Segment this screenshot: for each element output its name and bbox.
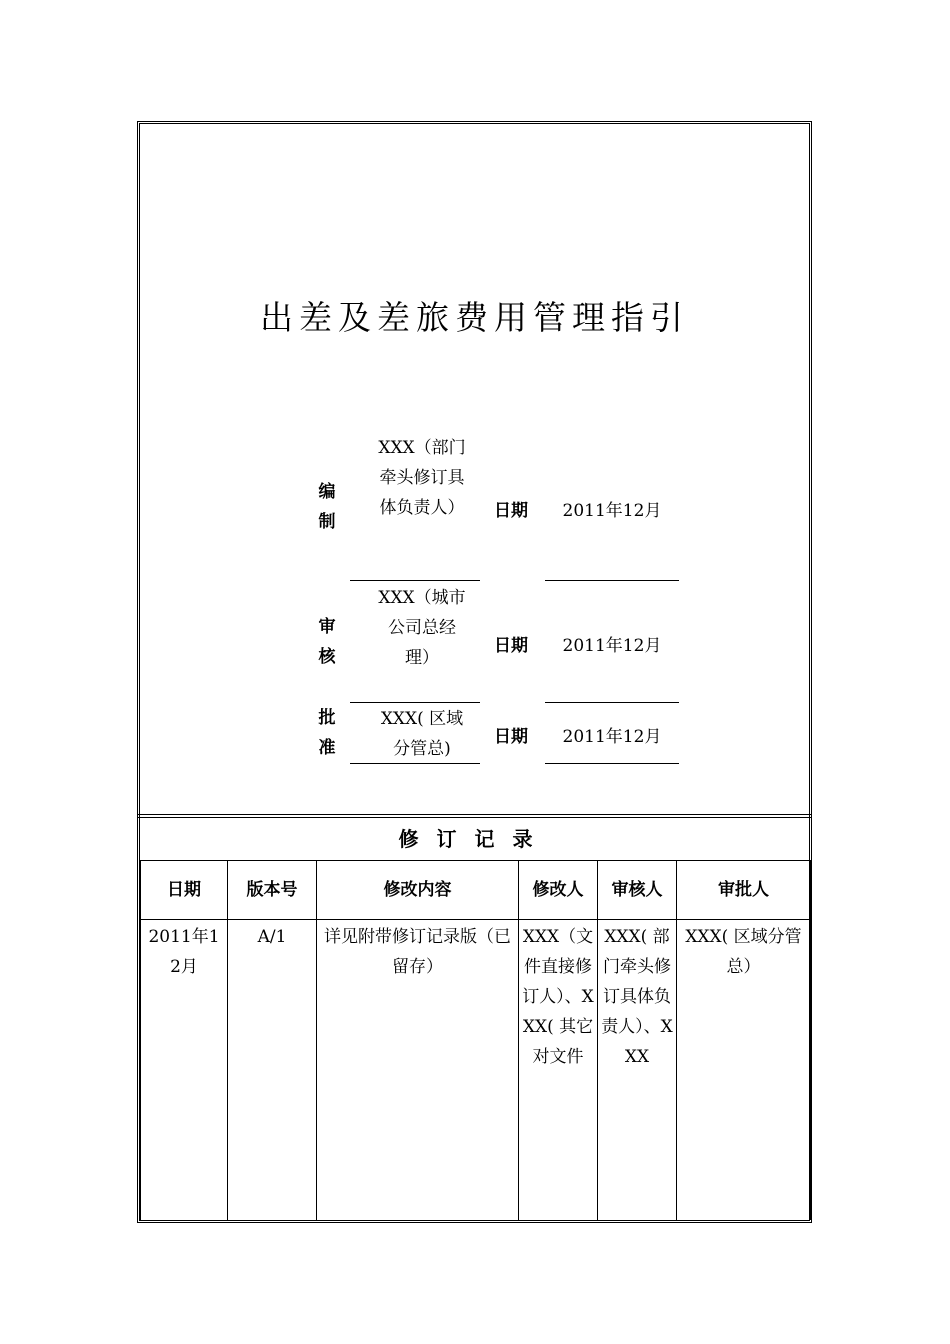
column-header: 审核人 [598,861,677,920]
label-char: 核 [318,647,336,667]
date-label: 日期 [494,501,528,521]
date-value: 2011年12月 [562,727,662,747]
table-cell: 2011年12月 [141,920,228,1221]
label-char: 审 [318,617,336,637]
approval-label-review [307,612,347,672]
document-title: 出差及差旅费用管理指引 [260,298,689,337]
table-header-row [141,861,811,920]
column-header: 日期 [141,861,228,920]
label-char: 编 [318,482,336,502]
column-header: 版本号 [228,861,317,920]
date-value: 2011年12月 [562,636,662,656]
date-label: 日期 [494,636,528,656]
date-line [545,580,679,581]
signature-line [350,580,480,581]
label-char: 准 [318,738,336,758]
signature-line [350,702,480,703]
table-cell: A/1 [228,920,317,1221]
signature-line [350,763,480,764]
table-row [141,920,811,1221]
table-cell: XXX( 部门牵头修订具体负责人）、XXX [598,920,677,1221]
table-cell: XXX( 区域分管总） [677,920,811,1221]
column-header: 审批人 [677,861,811,920]
revision-record-title: 修订记录 [398,827,551,851]
approval-label-compile [307,477,347,537]
date-value: 2011年12月 [562,501,662,521]
approval-label-approve [307,703,347,763]
table-cell: 详见附带修订记录版（已留存） [317,920,519,1221]
column-header: 修改内容 [317,861,519,920]
approver-name: XXX（城市公司总经理） [378,588,466,668]
date-label: 日期 [494,727,528,747]
table-cell: XXX（文件直接修订人）、XXX( 其它对文件 [519,920,598,1221]
approver-name: XXX( 区域分管总) [380,709,464,759]
label-char: 制 [318,512,336,532]
date-line [545,702,679,703]
section-divider [137,814,812,818]
column-header: 修改人 [519,861,598,920]
revision-table [140,860,811,1220]
approver-name: XXX（部门牵头修订具体负责人） [378,438,466,518]
date-line [545,763,679,764]
label-char: 批 [318,708,336,728]
